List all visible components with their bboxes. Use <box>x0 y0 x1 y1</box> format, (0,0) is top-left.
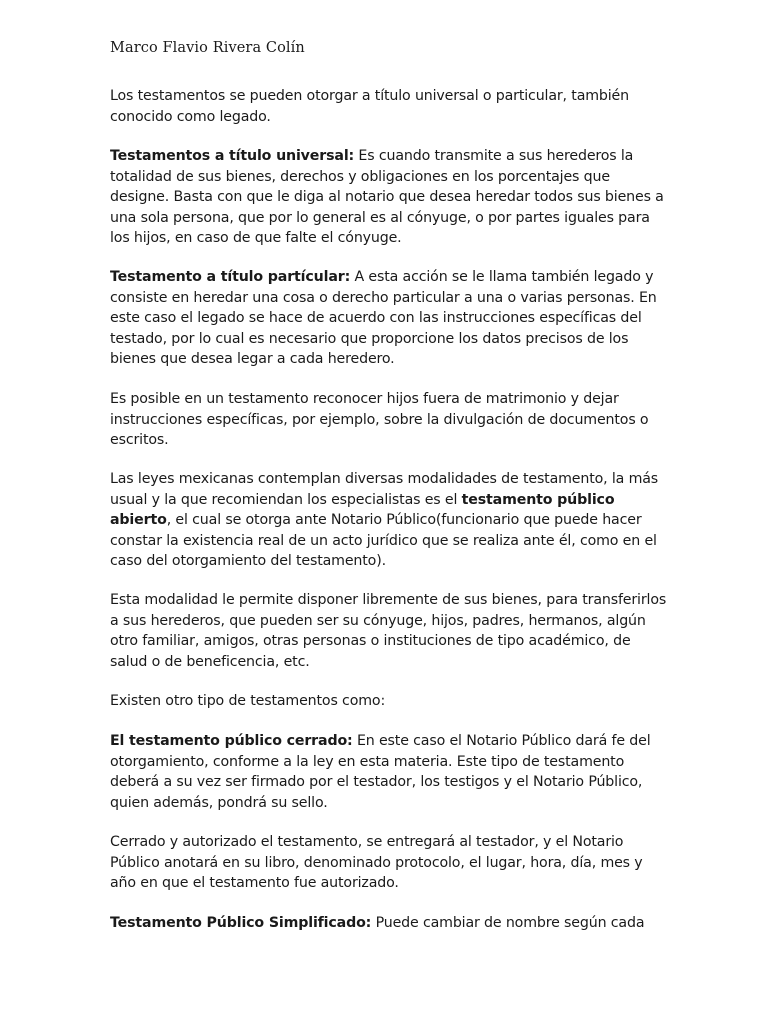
paragraph-text: Las leyes mexicanas contemplan diversas modalidades de testamento, la más usual y la que recomiendan los especialistas es el <box>110 471 659 508</box>
paragraph-text: Esta modalidad le permite disponer libremente de sus bienes, para transferirlos a sus herederos, que pueden ser su cónyuge, hijos, padres, hermanos, algún otro familiar, amigos, otras personas o instituciones de tipo académico, de salud o de beneficencia, etc. <box>110 592 667 670</box>
paragraph-simplificado <box>110 913 670 934</box>
paragraph-heading: Testamentos a título universal: <box>110 148 355 164</box>
paragraph-heading: Testamento a título partícular: <box>110 269 351 285</box>
paragraph-text: Cerrado y autorizado el testamento, se entregará al testador, y el Notario Público anotará en su libro, denominado protocolo, el lugar, hora, día, mes y año en que el testamento fue autorizado. <box>110 834 643 891</box>
paragraph-text: Es cuando transmite a sus herederos la totalidad de sus bienes, derechos y obligaciones en los porcentajes que designe. Basta con que le diga al notario que desea heredar todos sus bienes a una sola persona, que por lo general es al cónyuge, o por partes iguales para los hijos, en caso de que falte el cónyuge. <box>110 148 664 246</box>
paragraph-disponer <box>110 590 670 672</box>
paragraph-modalidades <box>110 469 670 572</box>
paragraph-otros-tipos <box>110 691 670 712</box>
paragraph-universal <box>110 146 670 249</box>
paragraph-cerrado <box>110 731 670 813</box>
paragraph-heading: El testamento público cerrado: <box>110 733 353 749</box>
paragraph-text: Los testamentos se pueden otorgar a título universal o particular, también conocido como legado. <box>110 88 629 125</box>
author-name: Marco Flavio Rivera Colín <box>110 40 305 56</box>
paragraph-text: En este caso el Notario Público dará fe del otorgamiento, conforme a la ley en esta materia. Este tipo de testamento deberá a su vez ser firmado por el testador, los testigos y el Notario Público, quien además, pondrá su sello. <box>110 733 651 811</box>
paragraph-text: Puede cambiar de nombre según cada <box>371 915 645 931</box>
paragraph-text: Es posible en un testamento reconocer hijos fuera de matrimonio y dejar instrucciones específicas, por ejemplo, sobre la divulgación de documentos o escritos. <box>110 391 649 448</box>
paragraph-heading: Testamento Público Simplificado: <box>110 915 372 931</box>
paragraph-hijos <box>110 389 670 451</box>
paragraph-autorizado <box>110 832 670 894</box>
paragraph-intro <box>110 86 670 127</box>
paragraph-text: A esta acción se le llama también legado y consiste en heredar una cosa o derecho particular a una o varias personas. En este caso el legado se hace de acuerdo con las instrucciones específicas del testado, por lo cual es necesario que proporcione los datos precisos de los bienes que desea legar a cada heredero. <box>110 269 657 367</box>
paragraph-text: , el cual se otorga ante Notario Público(funcionario que puede hacer constar la existencia real de un acto jurídico que se realiza ante él, como en el caso del otorgamiento del testamento). <box>110 512 657 569</box>
paragraph-emphasis: testamento público abierto <box>110 491 615 528</box>
paragraph-particular <box>110 267 670 370</box>
paragraph-text: Existen otro tipo de testamentos como: <box>110 693 386 709</box>
